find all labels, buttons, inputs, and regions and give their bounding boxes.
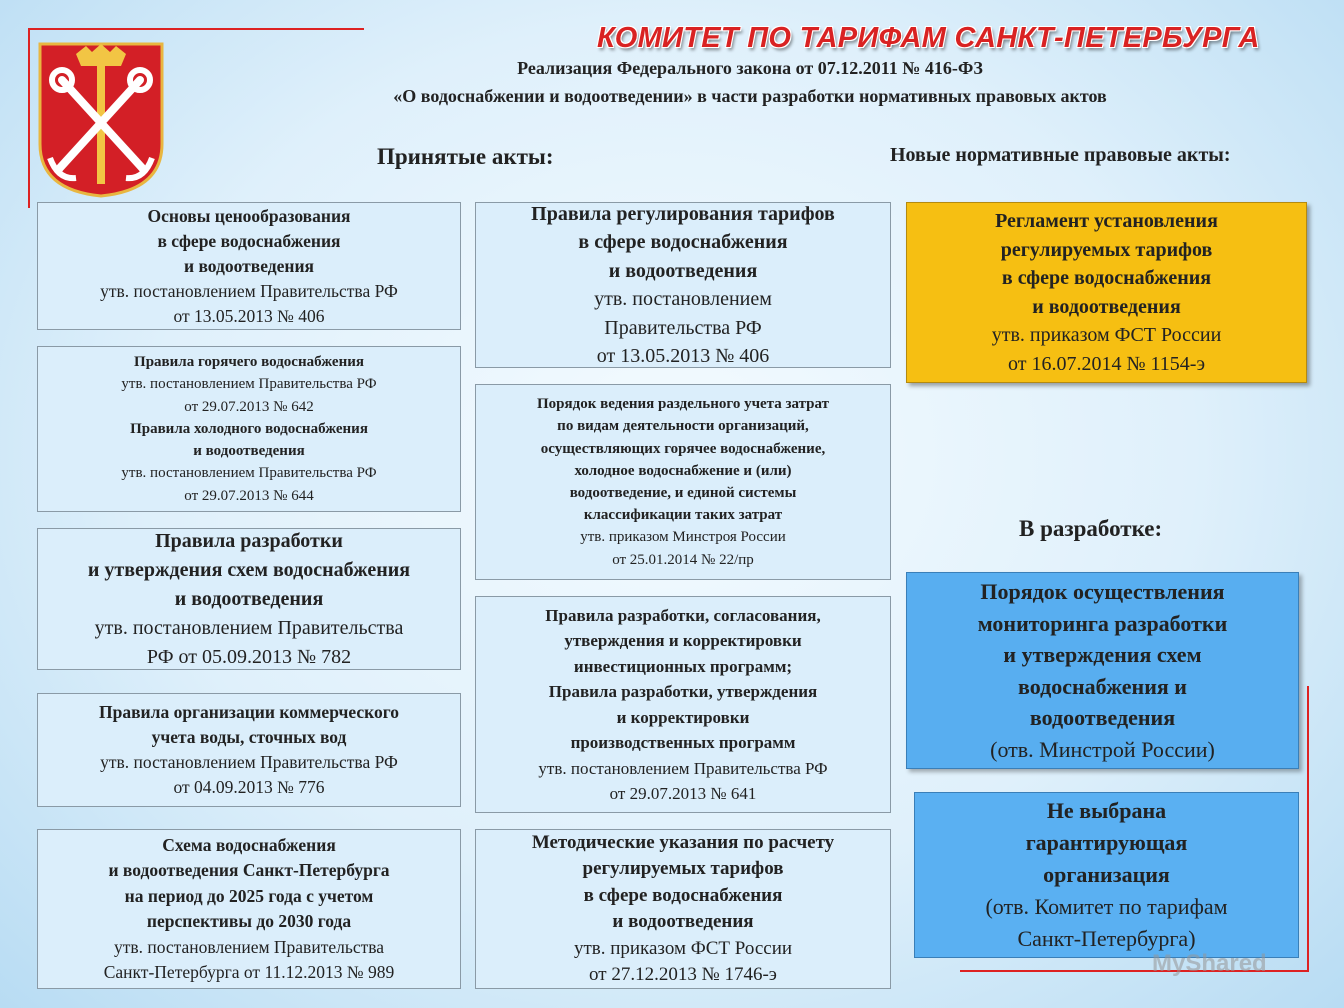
frame-line-left <box>28 28 30 208</box>
act-title-line: утверждения и корректировки <box>564 631 802 650</box>
act-title-line: мониторинга разработки <box>977 610 1228 636</box>
heading-in-development: В разработке: <box>1019 516 1163 541</box>
act-approval-line: утв. постановлением Правительства РФ <box>100 280 398 301</box>
act-card-metering-rules <box>37 693 461 807</box>
watermark: MyShared <box>1152 950 1267 977</box>
act-title-line: и водоотведения <box>193 443 305 460</box>
act-title-line: учета воды, сточных вод <box>151 727 347 747</box>
act-approval-line: утв. постановлением Правительства <box>94 616 404 639</box>
act-approval-line: от 29.07.2013 № 641 <box>609 784 757 803</box>
act-approval-line: утв. постановлением Правительства РФ <box>538 758 828 778</box>
act-approval-line: утв. приказом Минстроя России <box>580 529 786 546</box>
act-title-line: производственных программ <box>570 733 796 752</box>
act-title-line: Правила организации коммерческого <box>99 702 399 722</box>
act-approval-line: РФ от 05.09.2013 № 782 <box>146 645 352 668</box>
act-card-schemes-rules <box>37 528 461 670</box>
act-approval-line: утв. постановлением Правительства РФ <box>121 465 377 482</box>
act-title-line: Порядок осуществления <box>980 579 1225 604</box>
act-title-line: инвестиционных программ; <box>573 656 793 676</box>
act-approval-line: утв. постановлением Правительства РФ <box>121 376 377 393</box>
act-title-line: и водоотведения Санкт-Петербурга <box>108 860 390 880</box>
act-title-line: водоснабжения и <box>1018 673 1187 699</box>
act-title-line: водоотведение, и единой системы <box>569 485 797 501</box>
act-title-line: Регламент установления <box>995 210 1218 232</box>
coat-of-arms-icon <box>36 40 166 198</box>
act-approval-line: от 27.12.2013 № 1746-э <box>589 964 777 985</box>
subtitle-line-1: Реализация Федерального закона от 07.12.2011 № 416-ФЗ <box>517 58 983 78</box>
dev-card-guaranteeing-org <box>914 792 1299 958</box>
act-card-pricing-basics <box>37 202 461 330</box>
act-title-line: осуществляющих горячее водоснабжение, <box>540 440 826 457</box>
heading-new-acts: Новые нормативные правовые акты: <box>890 144 1231 166</box>
act-approval-line: от 16.07.2014 № 1154-э <box>1007 352 1206 375</box>
act-title-line: и водоотведения <box>1032 295 1181 318</box>
subtitle-line-2: «О водоснабжении и водоотведении» в части разработки нормативных правовых актов <box>393 86 1107 106</box>
heading-adopted: Принятые акты: <box>377 144 554 169</box>
act-title-line: на период до 2025 года с учетом <box>124 885 374 906</box>
act-title-line: Правила холодного водоснабжения <box>130 420 368 437</box>
act-title-line: Правила разработки <box>155 529 343 552</box>
act-approval-line: от 04.09.2013 № 776 <box>173 777 325 797</box>
act-approval-line: от 25.01.2014 № 22/пр <box>612 551 754 568</box>
act-responsible-line: Санкт-Петербурга) <box>1017 926 1196 951</box>
new-act-card-regulation <box>906 202 1307 383</box>
act-title-line: в сфере водоснабжения <box>578 231 788 253</box>
act-title-line: и водоотведения <box>184 255 314 276</box>
act-title-line: Правила разработки, согласования, <box>545 605 821 625</box>
act-title-line: организация <box>1043 862 1170 887</box>
act-title-line: и водоотведения <box>612 911 754 932</box>
act-title-line: в сфере водоснабжения <box>157 230 341 251</box>
act-approval-line: от 13.05.2013 № 406 <box>173 305 325 326</box>
frame-line-top <box>28 28 364 30</box>
act-approval-line: утв. постановлением <box>594 288 772 310</box>
act-title-line: и утверждения схем <box>1003 642 1202 667</box>
act-card-water-supply-rules <box>37 346 461 512</box>
act-title-line: и водоотведения <box>608 259 758 282</box>
act-title-line: в сфере водоснабжения <box>583 884 783 906</box>
act-title-line: регулируемых тарифов <box>1000 238 1213 261</box>
act-title-line: холодное водоснабжение и (или) <box>574 462 792 479</box>
act-responsible-line: (отв. Комитет по тарифам <box>985 894 1228 919</box>
frame-line-right <box>1307 686 1309 971</box>
act-approval-line: утв. приказом ФСТ России <box>991 324 1222 346</box>
act-card-tariff-regulation-rules <box>475 202 891 368</box>
act-title-line: Не выбрана <box>1046 798 1167 823</box>
act-title-line: и корректировки <box>616 707 750 727</box>
act-approval-line: от 13.05.2013 № 406 <box>596 345 770 367</box>
act-title-line: перспективы до 2030 года <box>146 911 352 931</box>
act-title-line: и утверждения схем водоснабжения <box>87 558 411 581</box>
page-title: КОМИТЕТ ПО ТАРИФАМ САНКТ-ПЕТЕРБУРГА <box>597 22 1260 54</box>
act-approval-line: утв. постановлением Правительства <box>113 936 385 957</box>
act-title-line: Правила регулирования тарифов <box>531 202 835 225</box>
act-title-line: Порядок ведения раздельного учета затрат <box>536 396 830 413</box>
act-title-line: Правила разработки, утверждения <box>548 682 818 701</box>
act-title-line: и водоотведения <box>174 587 324 610</box>
act-responsible-line: (отв. Минстрой России) <box>990 736 1215 762</box>
act-title-line: в сфере водоснабжения <box>1001 267 1212 289</box>
act-card-cost-accounting <box>475 384 891 580</box>
act-title-line: Основы ценообразования <box>147 205 351 226</box>
act-title-line: Схема водоснабжения <box>162 834 336 855</box>
act-title-line: по видам деятельности организаций, <box>557 418 809 435</box>
act-card-investment-programs <box>475 596 891 813</box>
act-title-line: классификации таких затрат <box>583 507 783 524</box>
act-title-line: Методические указания по расчету <box>531 831 835 853</box>
dev-card-monitoring <box>906 572 1299 769</box>
act-title-line: водоотведения <box>1029 705 1176 730</box>
act-approval-line: Правительства РФ <box>604 316 762 339</box>
act-title-line: регулируемых тарифов <box>582 858 784 879</box>
act-card-methodological-guidelines <box>475 829 891 989</box>
act-approval-line: утв. приказом ФСТ России <box>573 937 793 959</box>
act-approval-line: утв. постановлением Правительства РФ <box>100 752 398 772</box>
act-card-spb-scheme <box>37 829 461 989</box>
act-approval-line: от 29.07.2013 № 644 <box>184 487 314 504</box>
act-title-line: гарантирующая <box>1025 830 1188 855</box>
act-approval-line: от 29.07.2013 № 642 <box>184 398 314 415</box>
act-title-line: Правила горячего водоснабжения <box>134 353 364 370</box>
act-approval-line: Санкт-Петербурга от 11.12.2013 № 989 <box>103 962 395 982</box>
